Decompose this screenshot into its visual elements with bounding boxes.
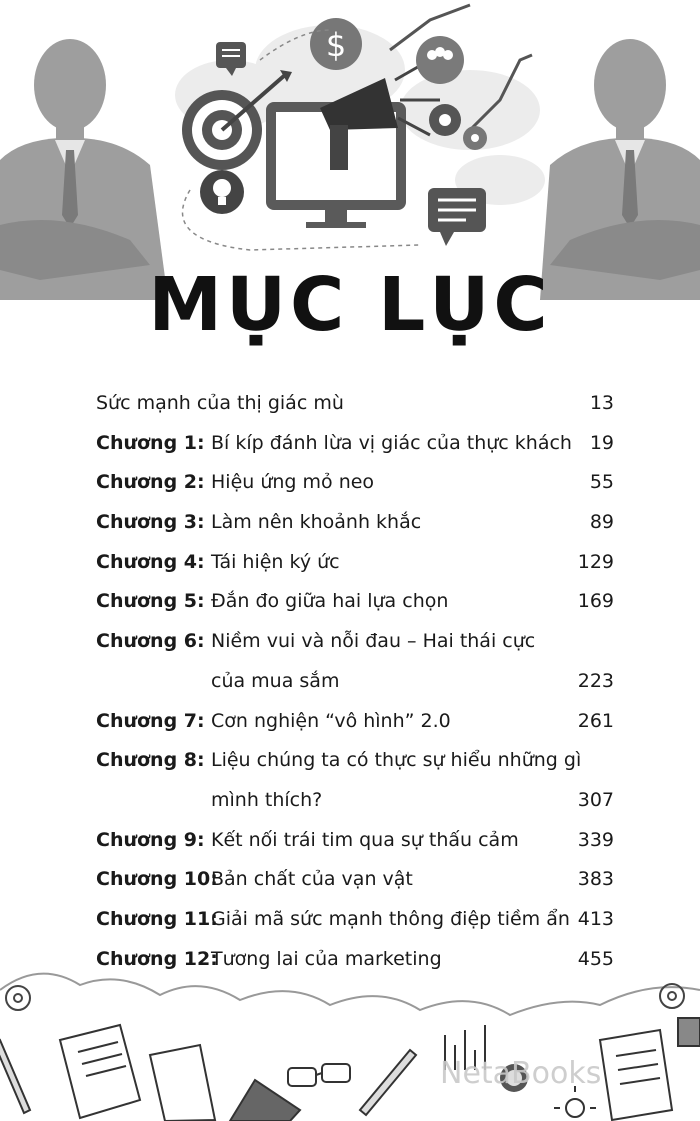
toc-chapter-3-row[interactable] bbox=[96, 503, 616, 543]
toc-chapter-5-row[interactable] bbox=[96, 582, 616, 622]
toc-chapter-10-row[interactable] bbox=[96, 860, 616, 900]
chapter-page-number: 89 bbox=[589, 511, 614, 534]
chapter-page-number: 307 bbox=[577, 788, 614, 811]
glasses-icon bbox=[288, 1064, 350, 1086]
chapter-title: Tái hiện ký ức bbox=[211, 550, 340, 573]
chapter-title: Đắn đo giữa hai lựa chọn bbox=[211, 590, 449, 613]
message-bubble-icon bbox=[428, 188, 486, 246]
toc-chapter-4-row[interactable] bbox=[96, 543, 616, 583]
toc-chapter-1-row[interactable] bbox=[96, 424, 616, 464]
businessman-left-icon bbox=[0, 39, 168, 300]
chapter-title: Hiệu ứng mỏ neo bbox=[211, 471, 375, 494]
page-title: MỤC LỤC bbox=[148, 262, 552, 348]
footer-doodle-illustration bbox=[0, 960, 700, 1121]
toc-entry-title: Sức mạnh của thị giác mù bbox=[96, 392, 344, 414]
chapter-page-number: 339 bbox=[577, 828, 614, 851]
chapter-title: Bản chất của vạn vật bbox=[211, 868, 413, 891]
watermark-logo: NetaBooks bbox=[440, 1056, 602, 1091]
toc-page-number: 13 bbox=[589, 392, 614, 414]
people-group-icon bbox=[416, 36, 464, 84]
chapter-page-number: 261 bbox=[577, 709, 614, 732]
chapter-label: Chương 10: bbox=[96, 868, 218, 891]
chapter-label: Chương 1: bbox=[96, 431, 205, 454]
toc-chapter-6-row[interactable] bbox=[96, 622, 616, 662]
header-illustration bbox=[0, 0, 700, 300]
toc-chapter-8-row-continued[interactable] bbox=[96, 781, 616, 821]
toc-chapter-6-row-continued[interactable] bbox=[96, 662, 616, 702]
toc-chapter-2-row[interactable] bbox=[96, 463, 616, 503]
chapter-label: Chương 2: bbox=[96, 471, 205, 494]
chapter-label: Chương 7: bbox=[96, 709, 205, 732]
chapter-title: Làm nên khoảnh khắc bbox=[211, 511, 422, 534]
chapter-title: Bí kíp đánh lừa vị giác của thực khách bbox=[211, 431, 572, 454]
chapter-page-number: 413 bbox=[577, 907, 614, 930]
notepad-icon bbox=[600, 1018, 700, 1120]
chapter-page-number: 223 bbox=[577, 669, 614, 692]
chapter-title: Giải mã sức mạnh thông điệp tiềm ẩn bbox=[211, 907, 570, 930]
chapter-title: Liệu chúng ta có thực sự hiểu những gì bbox=[211, 749, 582, 772]
chapter-title: Niềm vui và nỗi đau – Hai thái cực bbox=[211, 630, 536, 653]
document-icon bbox=[60, 1025, 215, 1121]
chapter-page-number: 19 bbox=[589, 431, 614, 454]
dollar-sign: $ bbox=[325, 26, 347, 64]
chapter-title: Tương lai của marketing bbox=[211, 947, 442, 970]
chapter-label: Chương 6: bbox=[96, 630, 205, 653]
chapter-title-continued: của mua sắm bbox=[211, 669, 340, 692]
dollar-coin-icon bbox=[310, 18, 362, 70]
chapter-label: Chương 3: bbox=[96, 511, 205, 534]
chapter-label: Chương 9: bbox=[96, 828, 205, 851]
toc-intro-row[interactable] bbox=[96, 384, 616, 424]
chapter-title: Kết nối trái tim qua sự thấu cảm bbox=[211, 828, 519, 851]
chapter-page-number: 455 bbox=[577, 947, 614, 970]
chapter-page-number: 383 bbox=[577, 868, 614, 891]
toc-chapter-7-row[interactable] bbox=[96, 702, 616, 742]
lightbulb-icon bbox=[200, 170, 244, 214]
toc-chapter-11-row[interactable] bbox=[96, 900, 616, 940]
chapter-title-continued: mình thích? bbox=[211, 788, 323, 811]
chapter-page-number: 55 bbox=[589, 471, 614, 494]
chapter-label: Chương 11: bbox=[96, 907, 218, 930]
chapter-label: Chương 12: bbox=[96, 947, 218, 970]
toc-chapter-9-row[interactable] bbox=[96, 821, 616, 861]
toc-chapter-8-row[interactable] bbox=[96, 741, 616, 781]
chapter-label: Chương 4: bbox=[96, 550, 205, 573]
businessman-right-icon bbox=[540, 39, 700, 300]
table-of-contents bbox=[96, 384, 616, 979]
gear-icon bbox=[6, 984, 684, 1010]
chapter-title: Cơn nghiện “vô hình” 2.0 bbox=[211, 709, 451, 732]
chapter-page-number: 129 bbox=[577, 550, 614, 573]
chapter-label: Chương 8: bbox=[96, 749, 205, 772]
chapter-page-number: 169 bbox=[577, 590, 614, 613]
chapter-label: Chương 5: bbox=[96, 590, 205, 613]
